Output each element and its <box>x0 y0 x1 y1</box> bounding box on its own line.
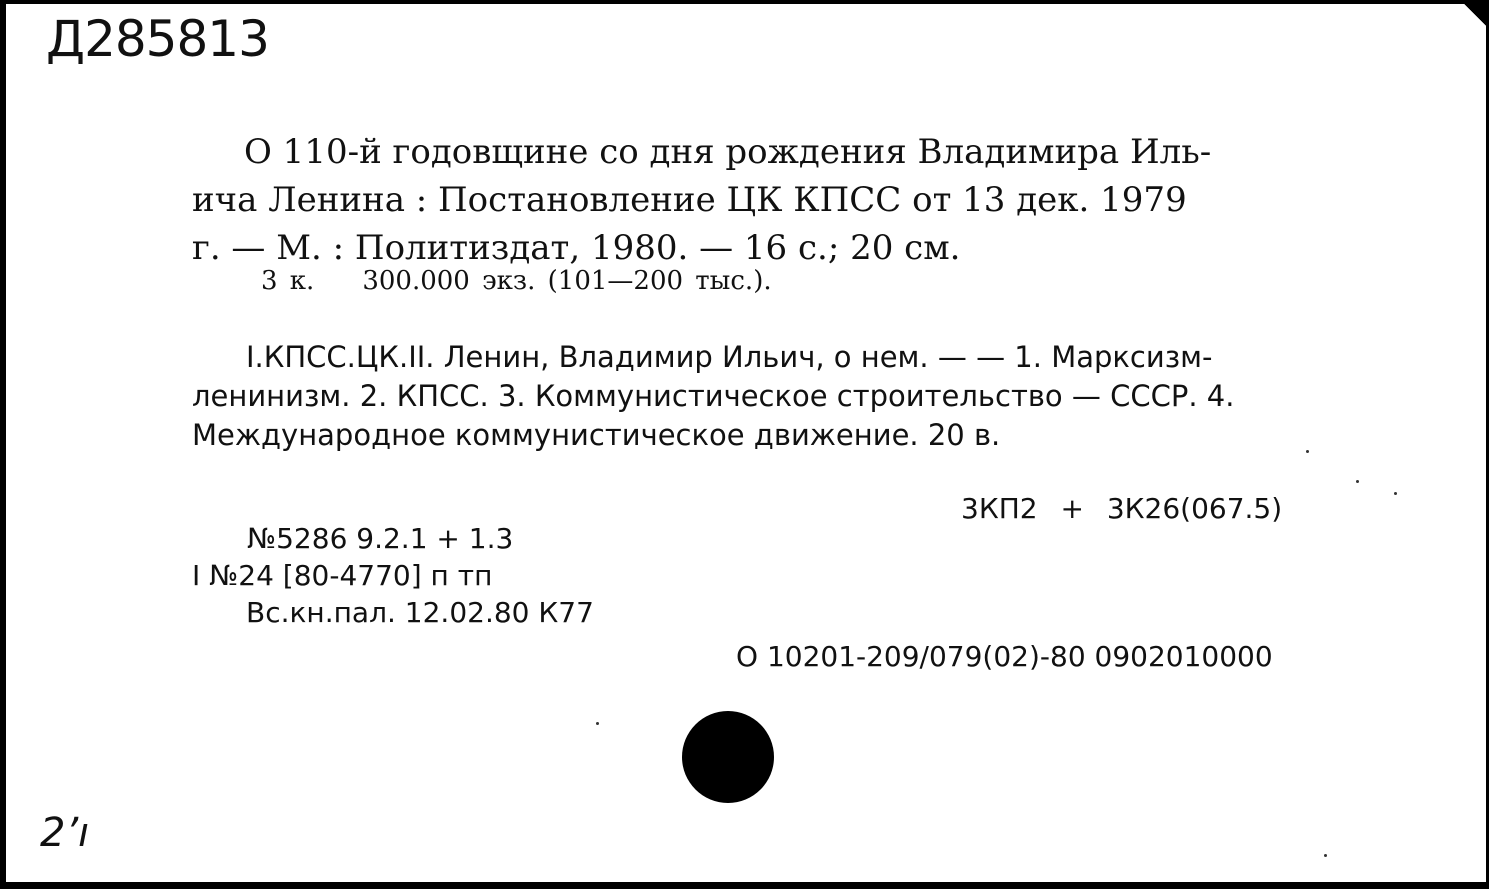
speck <box>1324 854 1327 857</box>
title-line-1: О 110-й годовщине со дня рождения Владимира Иль- <box>244 132 1212 172</box>
speck <box>596 722 599 725</box>
bibliographic-description <box>192 128 1362 272</box>
call-number: Д285813 <box>46 10 269 68</box>
subject-line-1: I.КПСС.ЦК.II. Ленин, Владимир Ильич, о нем. — — 1. Марксизм- <box>246 340 1213 374</box>
price-and-print-run <box>261 266 772 296</box>
publisher-code-line: О 10201-209/079(02)-80 0902010000 <box>736 640 1273 673</box>
speck <box>1356 480 1359 483</box>
speck <box>1306 450 1309 453</box>
price: 3 к. <box>261 266 315 296</box>
punch-hole <box>682 711 774 803</box>
classification-index: 3КП2 + 3К26(067.5) <box>961 492 1283 525</box>
speck <box>1394 492 1397 495</box>
title-line-3: г. — М. : Политиздат, 1980. — 16 с.; 20 см. <box>192 228 961 268</box>
tech-line-3: Вс.кн.пал. 12.02.80 К77 <box>246 596 594 629</box>
print-run: 300.000 экз. (101—200 тыс.). <box>362 266 772 296</box>
title-line-2: ича Ленина : Постановление ЦК КПСС от 13 дек. 1979 <box>192 180 1187 220</box>
handwritten-mark: 2’ı <box>40 810 90 856</box>
corner-mark <box>1464 4 1486 26</box>
tech-line-2: I №24 [80-4770] п тп <box>192 559 493 592</box>
tech-line-1: №5286 9.2.1 + 1.3 <box>247 522 514 555</box>
catalog-card <box>6 4 1486 882</box>
subject-line-3: Международное коммунистическое движение. 20 в. <box>192 418 1001 452</box>
subject-line-2: ленинизм. 2. КПСС. 3. Коммунистическое строительство — СССР. 4. <box>192 379 1235 413</box>
subject-headings <box>192 338 1364 455</box>
